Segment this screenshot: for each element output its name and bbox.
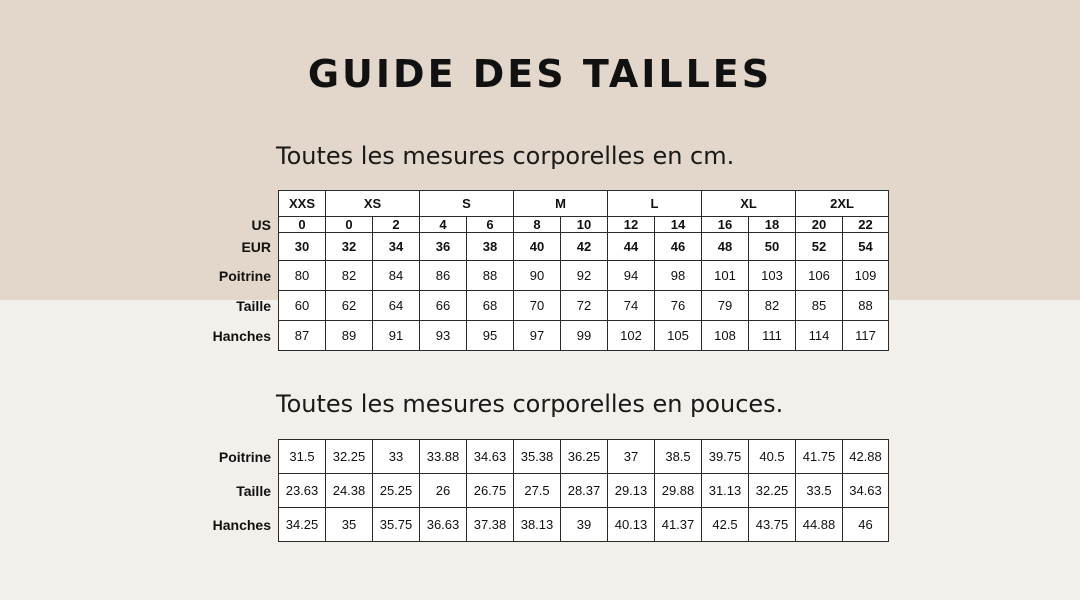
cm-row-eur [279,233,889,261]
table-cell: 16 [702,217,749,233]
row-label-poitrine: Poitrine [218,448,271,465]
table-cell: 102 [608,321,655,351]
table-cell: 14 [655,217,702,233]
table-cell: 26.75 [467,474,514,508]
table-cell: 80 [279,261,326,291]
table-cell: 87 [279,321,326,351]
table-cell: 117 [843,321,889,351]
table-cell: 22 [843,217,889,233]
table-cell: 101 [702,261,749,291]
table-cell: 70 [514,291,561,321]
inch-row-hanches [279,508,889,542]
table-cell: 114 [796,321,843,351]
table-cell: 109 [843,261,889,291]
inch-size-table [278,439,889,542]
row-label-eur: EUR [241,238,271,255]
table-cell: 30 [279,233,326,261]
table-cell: 94 [608,261,655,291]
inch-subtitle: Toutes les mesures corporelles en pouces. [276,390,784,418]
table-cell: 97 [514,321,561,351]
table-cell: 50 [749,233,796,261]
table-cell: 88 [843,291,889,321]
row-label-taille: Taille [236,482,271,499]
table-cell: 38.13 [514,508,561,542]
table-cell: 84 [373,261,420,291]
table-cell: 39.75 [702,440,749,474]
size-group-s: S [420,191,514,217]
table-cell: 82 [749,291,796,321]
table-cell: 34.63 [467,440,514,474]
table-cell: 40 [514,233,561,261]
table-cell: 62 [326,291,373,321]
table-cell: 34 [373,233,420,261]
table-cell: 46 [843,508,889,542]
inch-row-taille [279,474,889,508]
table-cell: 103 [749,261,796,291]
table-cell: 106 [796,261,843,291]
table-cell: 85 [796,291,843,321]
table-cell: 90 [514,261,561,291]
table-cell: 91 [373,321,420,351]
table-cell: 34.63 [843,474,889,508]
row-label-hanches: Hanches [212,516,271,533]
table-cell: 20 [796,217,843,233]
row-label-taille: Taille [236,297,271,314]
table-cell: 29.13 [608,474,655,508]
table-cell: 35 [326,508,373,542]
table-cell: 2 [373,217,420,233]
table-cell: 38 [467,233,514,261]
table-cell: 111 [749,321,796,351]
table-cell: 42.5 [702,508,749,542]
page-title: GUIDE DES TAILLES [307,52,773,96]
cm-row-poitrine [279,261,889,291]
table-cell: 54 [843,233,889,261]
table-cell: 31.5 [279,440,326,474]
table-cell: 6 [467,217,514,233]
table-cell: 95 [467,321,514,351]
table-cell: 93 [420,321,467,351]
cm-row-hanches [279,321,889,351]
table-cell: 92 [561,261,608,291]
table-cell: 36 [420,233,467,261]
size-group-2xl: 2XL [796,191,889,217]
size-group-m: M [514,191,608,217]
table-cell: 0 [326,217,373,233]
table-cell: 33 [373,440,420,474]
table-cell: 33.88 [420,440,467,474]
cm-size-table [278,190,889,351]
table-cell: 37 [608,440,655,474]
table-cell: 36.63 [420,508,467,542]
table-cell: 28.37 [561,474,608,508]
table-cell: 24.38 [326,474,373,508]
table-cell: 35.75 [373,508,420,542]
size-group-xxs: XXS [279,191,326,217]
table-cell: 44 [608,233,655,261]
table-cell: 74 [608,291,655,321]
table-cell: 10 [561,217,608,233]
table-cell: 8 [514,217,561,233]
row-label-us: US [251,216,271,233]
table-cell: 31.13 [702,474,749,508]
table-cell: 39 [561,508,608,542]
table-cell: 29.88 [655,474,702,508]
table-cell: 4 [420,217,467,233]
table-cell: 46 [655,233,702,261]
table-cell: 25.25 [373,474,420,508]
table-cell: 105 [655,321,702,351]
size-group-row [279,191,889,217]
table-cell: 0 [279,217,326,233]
table-cell: 33.5 [796,474,843,508]
table-cell: 40.13 [608,508,655,542]
table-cell: 41.37 [655,508,702,542]
table-cell: 32.25 [749,474,796,508]
table-cell: 66 [420,291,467,321]
table-cell: 42 [561,233,608,261]
table-cell: 38.5 [655,440,702,474]
table-cell: 88 [467,261,514,291]
table-cell: 68 [467,291,514,321]
table-cell: 44.88 [796,508,843,542]
table-cell: 60 [279,291,326,321]
table-cell: 82 [326,261,373,291]
size-group-xs: XS [326,191,420,217]
cm-subtitle: Toutes les mesures corporelles en cm. [276,142,735,170]
table-cell: 108 [702,321,749,351]
row-label-poitrine: Poitrine [218,267,271,284]
table-cell: 52 [796,233,843,261]
table-cell: 42.88 [843,440,889,474]
table-cell: 79 [702,291,749,321]
table-cell: 34.25 [279,508,326,542]
table-cell: 26 [420,474,467,508]
table-cell: 99 [561,321,608,351]
table-cell: 36.25 [561,440,608,474]
row-label-hanches: Hanches [212,327,271,344]
table-cell: 40.5 [749,440,796,474]
table-cell: 23.63 [279,474,326,508]
cm-row-us [279,217,889,233]
table-cell: 41.75 [796,440,843,474]
table-cell: 32 [326,233,373,261]
size-group-xl: XL [702,191,796,217]
cm-row-taille [279,291,889,321]
table-cell: 43.75 [749,508,796,542]
table-cell: 37.38 [467,508,514,542]
table-cell: 89 [326,321,373,351]
table-cell: 86 [420,261,467,291]
table-cell: 27.5 [514,474,561,508]
table-cell: 72 [561,291,608,321]
table-cell: 12 [608,217,655,233]
table-cell: 64 [373,291,420,321]
inch-row-poitrine [279,440,889,474]
table-cell: 35.38 [514,440,561,474]
table-cell: 32.25 [326,440,373,474]
table-cell: 48 [702,233,749,261]
table-cell: 76 [655,291,702,321]
table-cell: 18 [749,217,796,233]
table-cell: 98 [655,261,702,291]
size-group-l: L [608,191,702,217]
